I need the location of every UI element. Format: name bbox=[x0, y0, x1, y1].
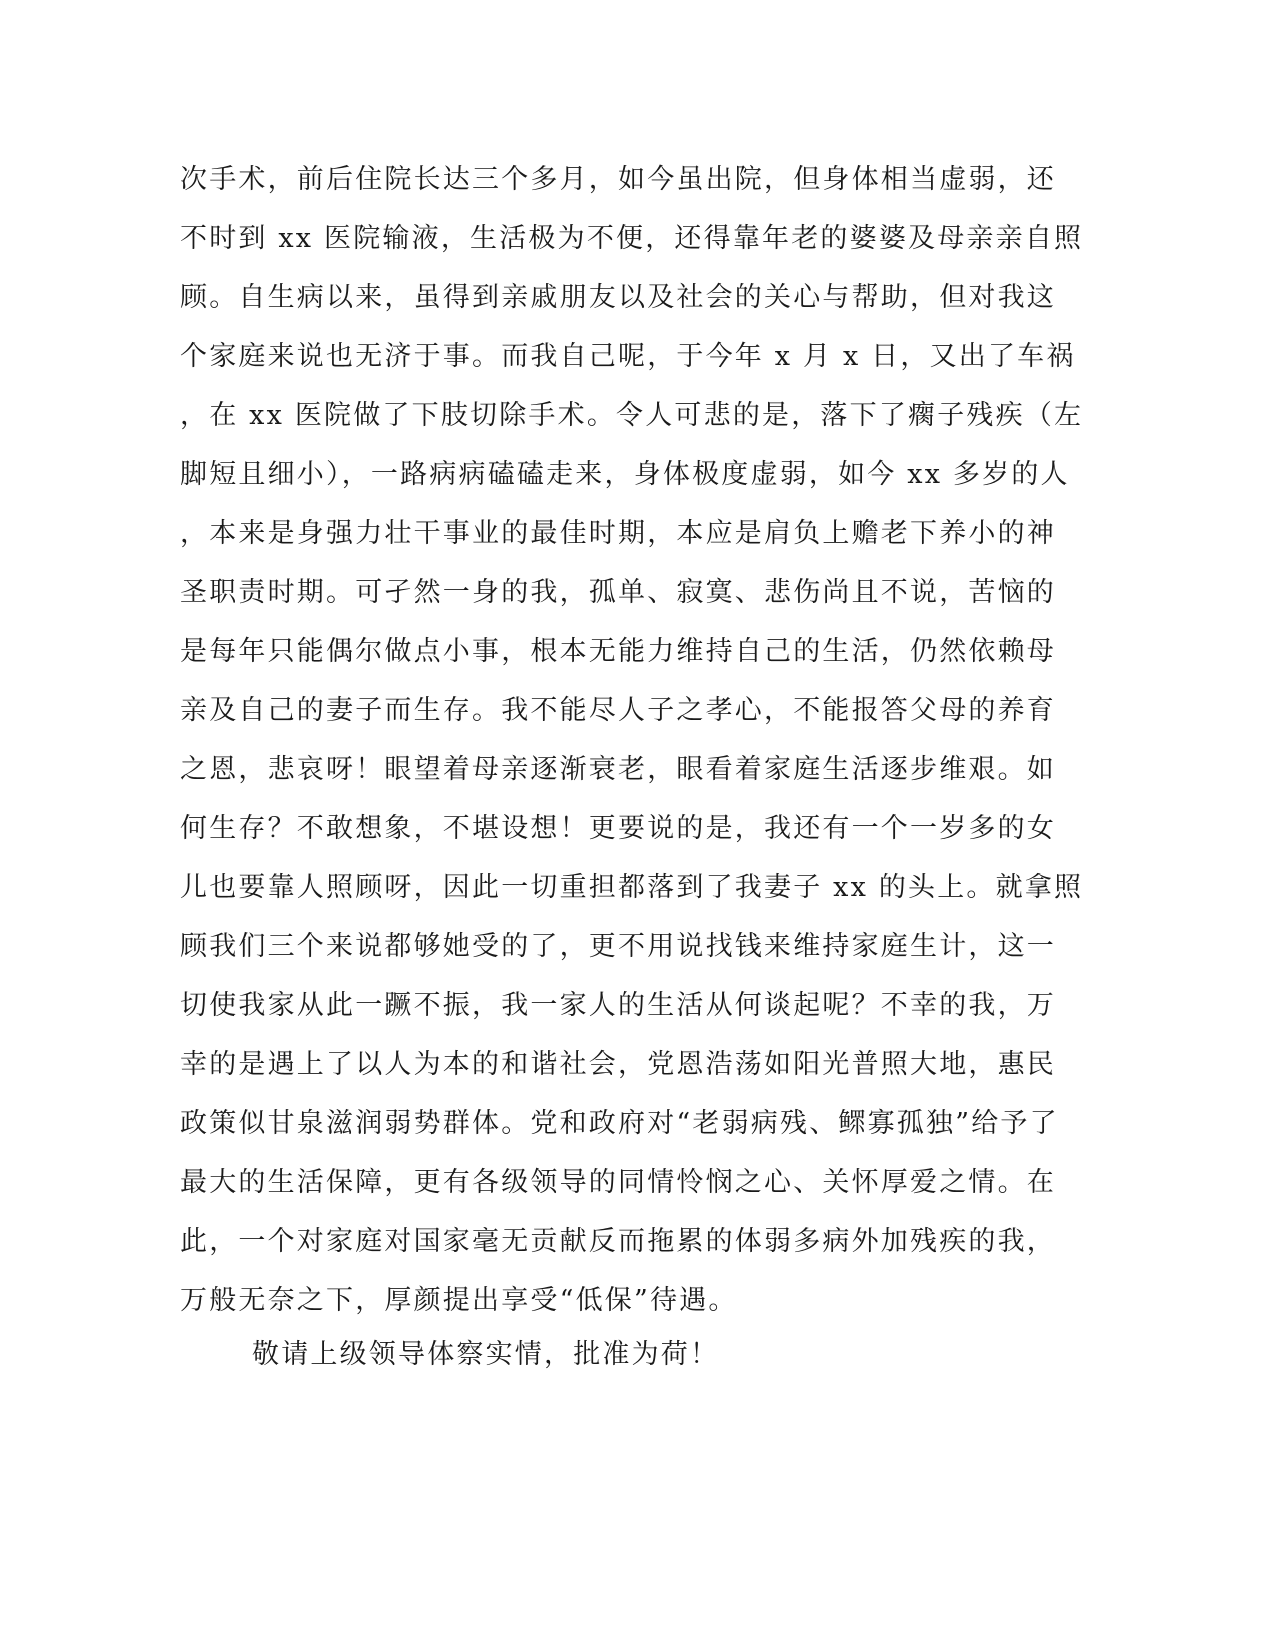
body-line: 万般无奈之下，厚颜提出享受“低保”待遇。 bbox=[180, 1285, 738, 1316]
body-line: 切使我家从此一蹶不振，我一家人的生活从何谈起呢？不幸的我，万 bbox=[180, 990, 1056, 1021]
body-line: ，在 xx 医院做了下肢切除手术。令人可悲的是，落下了瘸子残疾（左 bbox=[180, 400, 1084, 431]
body-line: 次手术，前后住院长达三个多月，如今虽出院，但身体相当虚弱，还 bbox=[180, 164, 1056, 195]
body-line: 此，一个对家庭对国家毫无贡献反而拖累的体弱多病外加残疾的我， bbox=[180, 1226, 1056, 1257]
body-line: 之恩，悲哀呀！眼望着母亲逐渐衰老，眼看着家庭生活逐步维艰。如 bbox=[180, 754, 1056, 785]
body-line: 幸的是遇上了以人为本的和谐社会，党恩浩荡如阳光普照大地，惠民 bbox=[180, 1049, 1056, 1080]
body-line: 是每年只能偶尔做点小事，根本无能力维持自己的生活，仍然依赖母 bbox=[180, 636, 1056, 667]
body-line: 个家庭来说也无济于事。而我自己呢，于今年 x 月 x 日，又出了车祸 bbox=[180, 341, 1076, 372]
body-line: 顾我们三个来说都够她受的了，更不用说找钱来维持家庭生计，这一 bbox=[180, 931, 1056, 962]
body-line: 最大的生活保障，更有各级领导的同情怜悯之心、关怀厚爱之情。在 bbox=[180, 1167, 1056, 1198]
body-line: 顾。自生病以来，虽得到亲戚朋友以及社会的关心与帮助，但对我这 bbox=[180, 282, 1056, 313]
body-line: 儿也要靠人照顾呀，因此一切重担都落到了我妻子 xx 的头上。就拿照 bbox=[180, 872, 1084, 903]
body-line: 亲及自己的妻子而生存。我不能尽人子之孝心，不能报答父母的养育 bbox=[180, 695, 1056, 726]
body-line: 政策似甘泉滋润弱势群体。党和政府对“老弱病残、鳏寡孤独”给予了 bbox=[180, 1108, 1059, 1139]
body-line: 脚短且细小），一路病病磕磕走来，身体极度虚弱，如今 xx 多岁的人 bbox=[180, 459, 1070, 490]
body-line: 不时到 xx 医院输液，生活极为不便，还得靠年老的婆婆及母亲亲自照 bbox=[180, 223, 1084, 254]
body-line: 圣职责时期。可孑然一身的我，孤单、寂寞、悲伤尚且不说，苦恼的 bbox=[180, 577, 1056, 608]
body-line: ，本来是身强力壮干事业的最佳时期，本应是肩负上赡老下养小的神 bbox=[180, 518, 1056, 549]
closing-request: 敬请上级领导体察实情，批准为荷！ bbox=[252, 1339, 720, 1370]
body-line: 何生存？不敢想象，不堪设想！更要说的是，我还有一个一岁多的女 bbox=[180, 813, 1056, 844]
